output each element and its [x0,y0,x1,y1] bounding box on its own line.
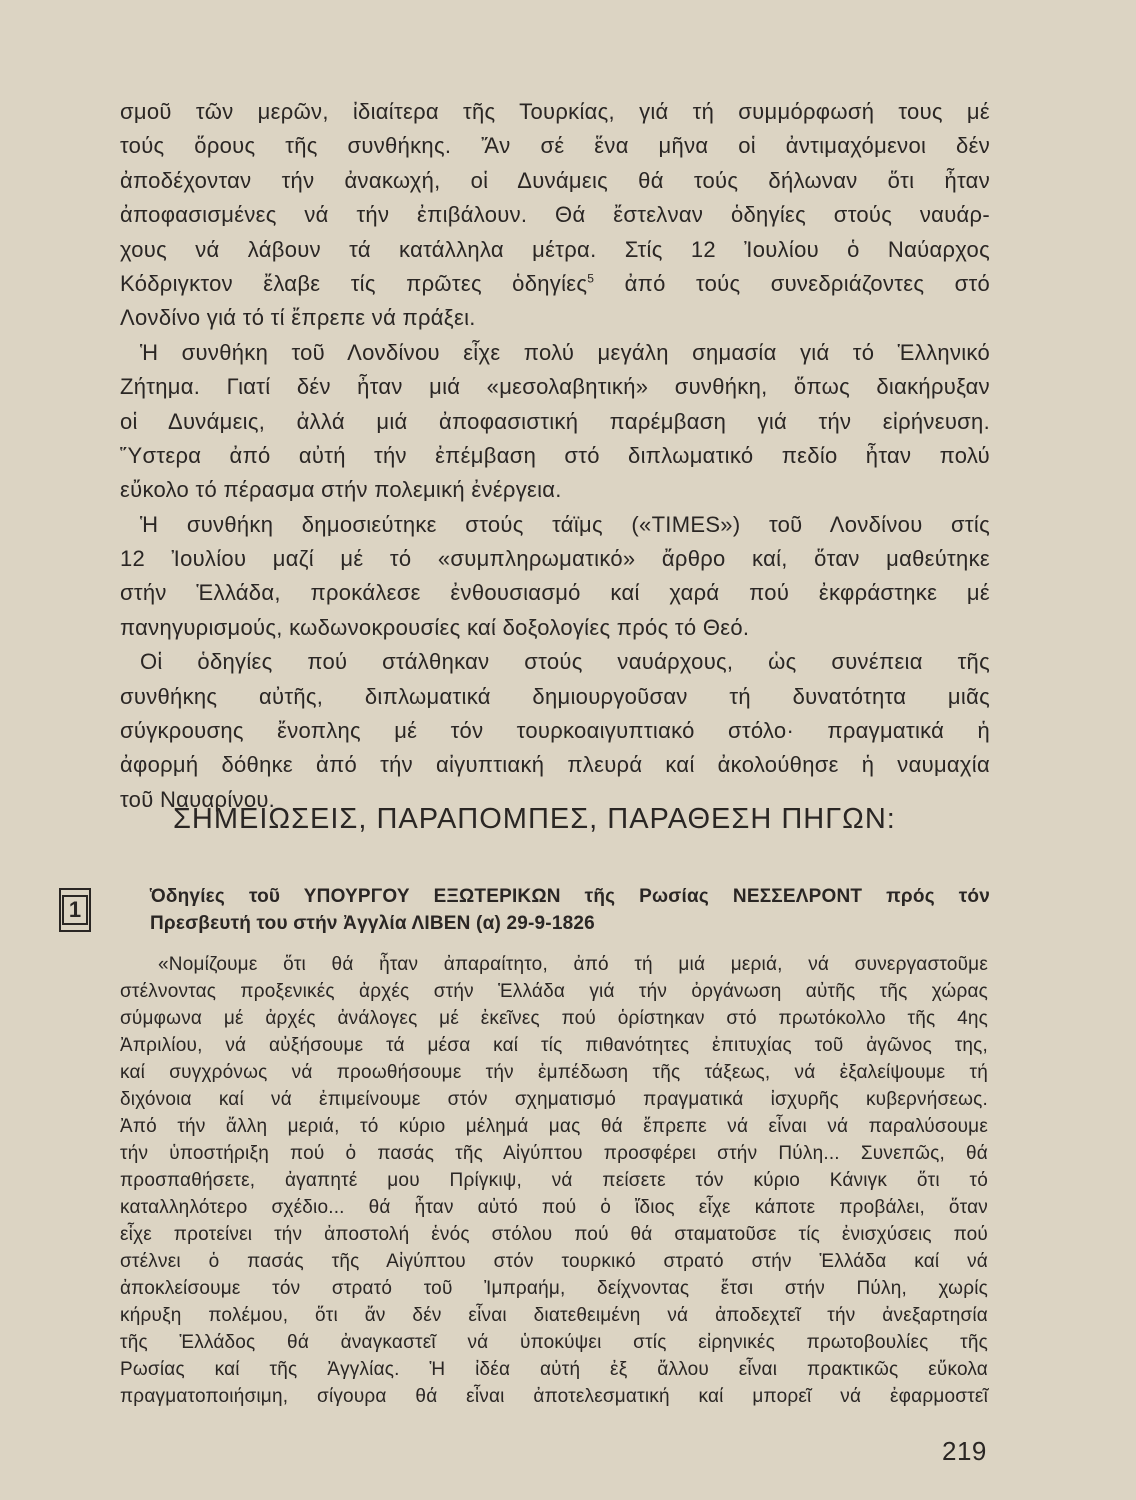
quote-line: προσπαθήσετε, ἀγαπητέ μου Πρίγκιψ, νά πείσετε τόν κύριο Κάνιγκ ὅτι τό [120,1170,988,1191]
text-line: πανηγυρισμούς, κωδωνοκρουσίες καί δοξολογίες πρός τό Θεό. [120,614,750,640]
text-fragment: Κόδριγκτον ἔλαβε τίς πρῶτες ὁδηγίες [120,270,588,296]
text-line: συνθήκης αὐτῆς, διπλωματικά δημιουργοῦσαν τή δυνατότητα μιᾶς [120,683,990,709]
quote-line: κήρυξη πολέμου, ὅτι ἄν δέν εἶναι διατεθειμένη νά ἀποδεχτεῖ τήν ἀνεξαρτησία [120,1305,988,1326]
text-line: οἱ Δυνάμεις, ἀλλά μιά ἀποφασιστική παρέμβαση γιά τήν εἰρήνευση. [120,408,990,434]
text-line: ἀφορμή δόθηκε ἀπό τήν αἰγυπτιακή πλευρά καί ἀκολούθησε ἡ ναυμαχία [120,752,990,778]
quote-line: Ἀπό τήν ἄλλη μεριά, τό κύριο μέλημά μας θά ἔπρεπε νά εἶναι νά παραλύσουμε [120,1116,988,1137]
text-line: Λονδίνο γιά τό τί ἔπρεπε νά πράξει. [120,305,476,331]
text-line: σμοῦ τῶν μερῶν, ἰδιαίτερα τῆς Τουρκίας, γιά τή συμμόρφωσή τους μέ [120,99,990,124]
text-line: εὔκολο τό πέρασμα στήν πολεμική ἐνέργεια. [120,477,562,503]
text-line: Ὕστερα ἀπό αὐτή τήν ἐπέμβαση στό διπλωματικό πεδίο ἦταν πολύ [120,442,990,468]
quoted-source-text [120,951,988,1410]
quote-line: καταλληλότερο σχέδιο... θά ἦταν αὐτό πού ὁ ἴδιος εἶχε κάποτε προβάλει, ὅταν [120,1197,988,1218]
text-line: χους νά λάβουν τά κατάλληλα μέτρα. Στίς 12 Ἰουλίου ὁ Ναύαρχος [120,236,990,262]
quote-line: ἀποκλείσουμε τόν στρατό τοῦ Ἰμπραήμ, δείχνοντας ἔτσι στήν Πύλη, χωρίς [120,1278,988,1299]
text-line: σύγκρουσης ἔνοπλης μέ τόν τουρκοαιγυπτιακό στόλο· πραγματικά ἡ [120,718,990,744]
quote-line: τῆς Ἑλλάδος θά ἀναγκαστεῖ νά ὑποκύψει στίς εἰρηνικές πρωτοβουλίες τῆς [120,1332,988,1353]
main-text [120,95,990,817]
quote-line: στέλνοντας προξενικές ἀρχές στήν Ἑλλάδα γιά τήν ὀργάνωση αὐτῆς τῆς χώρας [120,981,988,1002]
text-line-with-footnote [120,267,990,301]
text-line: Ζήτημα. Γιατί δέν ἦταν μιά «μεσολαβητική» συνθήκη, ὅπως διακήρυξαν [120,374,990,400]
text-line: στήν Ἑλλάδα, προκάλεσε ἐνθουσιασμό καί χαρά πού ἐκφράστηκε μέ [120,580,990,606]
note-number-box [59,888,91,932]
text-line: Ἡ συνθήκη δημοσιεύτηκε στούς τάϊμς («TIMES») τοῦ Λονδίνου στίς [140,511,990,537]
quote-line: Ρωσίας καί τῆς Ἀγγλίας. Ἡ ἰδέα αὐτή ἐξ ἄλλου εἶναι πρακτικῶς εὔκολα [120,1359,988,1380]
quote-line: εἶχε προτείνει τήν ἀποστολή ἑνός στόλου πού θά σταματοῦσε τίς ἐνισχύσεις πού [120,1224,988,1245]
page-number: 219 [942,1436,987,1466]
text-line: ἀποδέχονταν τήν ἀνακωχή, οἱ Δυνάμεις θά τούς δήλωναν ὅτι ἦταν [120,167,990,193]
quote-line: πραγματοποιήσιμη, σίγουρα θά εἶναι ἀποτελεσματική καί μπορεῖ νά ἐφαρμοστεῖ [120,1386,988,1407]
text-line: ἀποφασισμένες νά τήν ἐπιβάλουν. Θά ἔστελναν ὁδηγίες στούς ναυάρ- [120,202,990,228]
note-title-line: Πρεσβευτή του στήν Ἀγγλία ΛΙΒΕΝ (α) 29-9-1826 [150,913,595,934]
text-fragment: ἀπό τούς συνεδριάζοντες στό [594,270,990,296]
section-heading: ΣΗΜΕΙΩΣΕΙΣ, ΠΑΡΑΠΟΜΠΕΣ, ΠΑΡΑΘΕΣΗ ΠΗΓΩΝ: [173,803,896,835]
text-line: Ἡ συνθήκη τοῦ Λονδίνου εἶχε πολύ μεγάλη σημασία γιά τό Ἑλληνικό [140,339,990,365]
footnote-reference: 5 [587,271,595,286]
quote-line: «Νομίζουμε ὅτι θά ἦταν ἀπαραίτητο, ἀπό τή μιά μεριά, νά συνεργαστοῦμε [158,954,988,975]
text-line: τούς ὅρους τῆς συνθήκης. Ἄν σέ ἕνα μῆνα οἱ ἀντιμαχόμενοι δέν [120,133,990,159]
note-title [150,883,990,937]
note-title-line: Ὁδηγίες τοῦ ΥΠΟΥΡΓΟΥ ΕΞΩΤΕΡΙΚΩΝ τῆς Ρωσίας ΝΕΣΣΕΛΡΟΝΤ πρός τόν [150,886,990,907]
quote-line: στέλνει ὁ πασάς τῆς Αἰγύπτου στόν τουρκικό στρατό στήν Ἑλλάδα καί νά [120,1251,988,1272]
note-number: 1 [62,895,88,925]
text-line: 12 Ἰουλίου μαζί μέ τό «συμπληρωματικό» ἄρθρο καί, ὅταν μαθεύτηκε [120,546,990,572]
quote-line: σύμφωνα μέ ἀρχές ἀνάλογες μέ ἐκεῖνες πού ὁρίστηκαν στό πρωτόκολλο τῆς 4ης [120,1008,988,1029]
quote-line: διχόνοια καί νά ἐπιμείνουμε στόν σχηματισμό πραγματικά ἰσχυρῆς κυβερνήσεως. [120,1089,988,1110]
text-line: Οἱ ὁδηγίες πού στάλθηκαν στούς ναυάρχους, ὡς συνέπεια τῆς [140,649,990,675]
quote-line: Ἀπριλίου, νά αὐξήσουμε τά μέσα καί τίς πιθανότητες ἐπιτυχίας τοῦ ἀγῶνος της, [120,1035,988,1056]
quote-line: καί συγχρόνως νά προωθήσουμε τήν ἐμπέδωση τῆς τάξεως, νά ἐξαλείψουμε τή [120,1062,988,1083]
quote-line: τήν ὑποστήριξη πού ὁ πασάς τῆς Αἰγύπτου προσφέρει στήν Πύλη... Συνεπῶς, θά [120,1143,988,1164]
text-line: τοῦ Ναυαρίνου. [120,786,276,812]
